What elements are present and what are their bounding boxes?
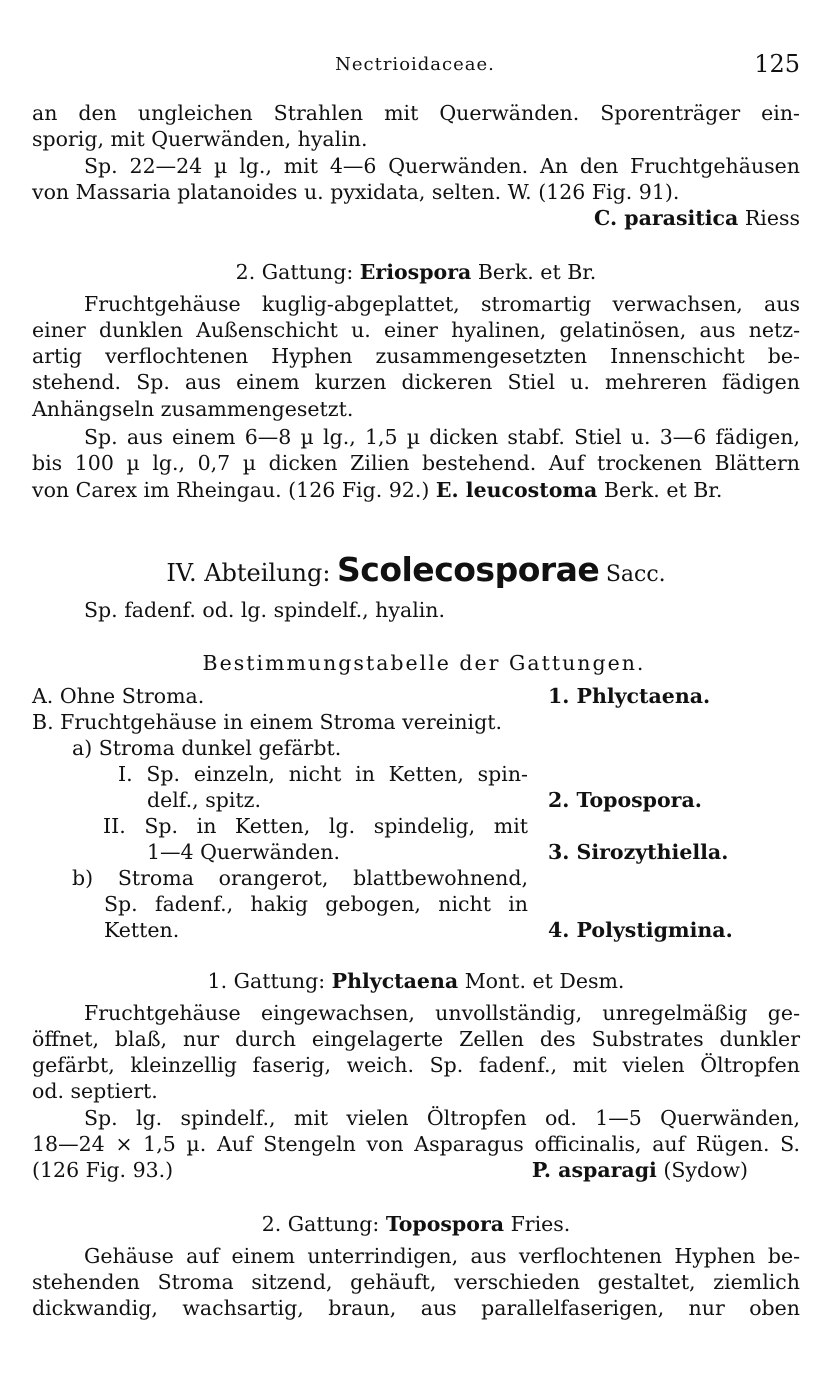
key-title: Bestimmungstabelle der Gattungen. [202, 651, 646, 675]
genus-name: Topospora [385, 1212, 505, 1236]
page-header [0, 48, 830, 84]
species-name-line [32, 205, 800, 231]
body-line [32, 1157, 800, 1183]
species-citation [532, 1157, 748, 1183]
body-line: Anhängseln zusammengesetzt. [32, 397, 354, 421]
body-line: od. septiert. [32, 1079, 158, 1103]
species-name: E. leucostoma [435, 478, 598, 502]
key-line-A: A. Ohne Stroma. [32, 684, 205, 708]
key-line-II: II. Sp. in Ketten, lg. spindelig, mit [103, 814, 528, 838]
key-line-a: a) Stroma dunkel gefärbt. [72, 736, 342, 760]
body-line: Sp. aus einem 6—8 µ lg., 1,5 µ dicken stabf. Stiel u. 3—6 fädigen, [84, 425, 800, 449]
body-line: bis 100 µ lg., 0,7 µ dicken Zilien bestehend. Auf trockenen Blättern [32, 451, 800, 475]
division-description: Sp. fadenf. od. lg. spindelf., hyalin. [84, 598, 446, 622]
genus-name: Eriospora [359, 260, 472, 284]
body-line: artig verflochtenen Hyphen zusammengesetzten Innenschicht be- [32, 344, 800, 368]
body-line: Fruchtgehäuse eingewachsen, unvollständig, unregelmäßig ge- [84, 1001, 800, 1025]
genus-heading [32, 968, 800, 994]
body-line: von Massaria platanoides u. pyxidata, selten. W. (126 Fig. 91). [32, 180, 680, 204]
body-text: von Carex im Rheingau. (126 Fig. 92.) [32, 478, 430, 502]
genus-prefix: 2. Gattung: [261, 1212, 380, 1236]
body-line: Sp. lg. spindelf., mit vielen Öltropfen od. 1—5 Querwänden, [84, 1106, 800, 1130]
body-line [32, 477, 800, 503]
body-line: Fruchtgehäuse kuglig-abgeplattet, stromartig verwachsen, aus [84, 292, 800, 316]
body-line: 18—24 × 1,5 µ. Auf Stengeln von Asparagus officinalis, auf Rügen. S. [32, 1132, 800, 1156]
body-line: an den ungleichen Strahlen mit Querwänden. Sporenträger ein- [32, 101, 800, 125]
genus-name: Phlyctaena [331, 969, 459, 993]
body-line: gefärbt, kleinzellig faserig, weich. Sp. fadenf., mit vielen Öltropfen [32, 1053, 800, 1077]
body-line: Sp. 22—24 µ lg., mit 4—6 Querwänden. An den Fruchtgehäusen [84, 154, 800, 178]
division-author: Sacc. [605, 562, 666, 587]
species-author: (Sydow) [663, 1158, 748, 1182]
species-name: P. asparagi [531, 1158, 657, 1182]
body-line: einer dunklen Außenschicht u. einer hyalinen, gelatinösen, aus netz- [32, 318, 800, 342]
genus-author: Fries. [510, 1212, 571, 1236]
key-result-polystigmina: 4. Polystigmina. [548, 918, 733, 942]
body-line: dickwandig, wachsartig, braun, aus parallelfaserigen, nur oben [32, 1296, 800, 1320]
division-prefix: IV. Abteilung: [166, 559, 331, 587]
genus-prefix: 2. Gattung: [235, 260, 354, 284]
body-line: stehenden Stroma sitzend, gehäuft, verschieden gestaltet, ziemlich [32, 1270, 800, 1294]
division-name: Scolecosporae [337, 550, 600, 589]
body-line: öffnet, blaß, nur durch eingelagerte Zellen des Substrates dunkler [32, 1027, 800, 1051]
species-name: C. parasitica [594, 206, 739, 230]
page-number: 125 [754, 50, 800, 78]
body-text: (126 Fig. 93.) [32, 1158, 174, 1182]
key-result-topospora: 2. Topospora. [548, 788, 702, 812]
body-line: stehend. Sp. aus einem kurzen dickeren Stiel u. mehreren fädigen [32, 370, 800, 394]
key-line-b-cont2: Ketten. [104, 918, 180, 942]
key-result-phlyctaena: 1. Phlyctaena. [548, 684, 711, 708]
species-author: Riess [744, 206, 800, 230]
key-line-B: B. Fruchtgehäuse in einem Stroma vereinigt. [32, 710, 502, 734]
genus-prefix: 1. Gattung: [207, 969, 326, 993]
body-line: Gehäuse auf einem unterrindigen, aus verflochtenen Hyphen be- [84, 1244, 800, 1268]
division-heading [32, 550, 800, 595]
key-line-b-cont: Sp. fadenf., hakig gebogen, nicht in [104, 892, 528, 916]
genus-author: Mont. et Desm. [464, 969, 625, 993]
key-result-sirozythiella: 3. Sirozythiella. [548, 840, 729, 864]
species-author: Berk. et Br. [603, 478, 723, 502]
genus-heading [32, 1211, 800, 1237]
genus-heading [32, 259, 800, 285]
key-line-I: I. Sp. einzeln, nicht in Ketten, spin- [118, 762, 528, 786]
key-line-II-cont: 1—4 Querwänden. [147, 840, 340, 864]
body-line: sporig, mit Querwänden, hyalin. [32, 127, 368, 151]
genus-author: Berk. et Br. [477, 260, 597, 284]
key-line-b: b) Stroma orangerot, blattbewohnend, [72, 866, 528, 890]
running-title: Nectrioidaceae. [335, 54, 495, 75]
key-line-I-cont: delf., spitz. [147, 788, 261, 812]
